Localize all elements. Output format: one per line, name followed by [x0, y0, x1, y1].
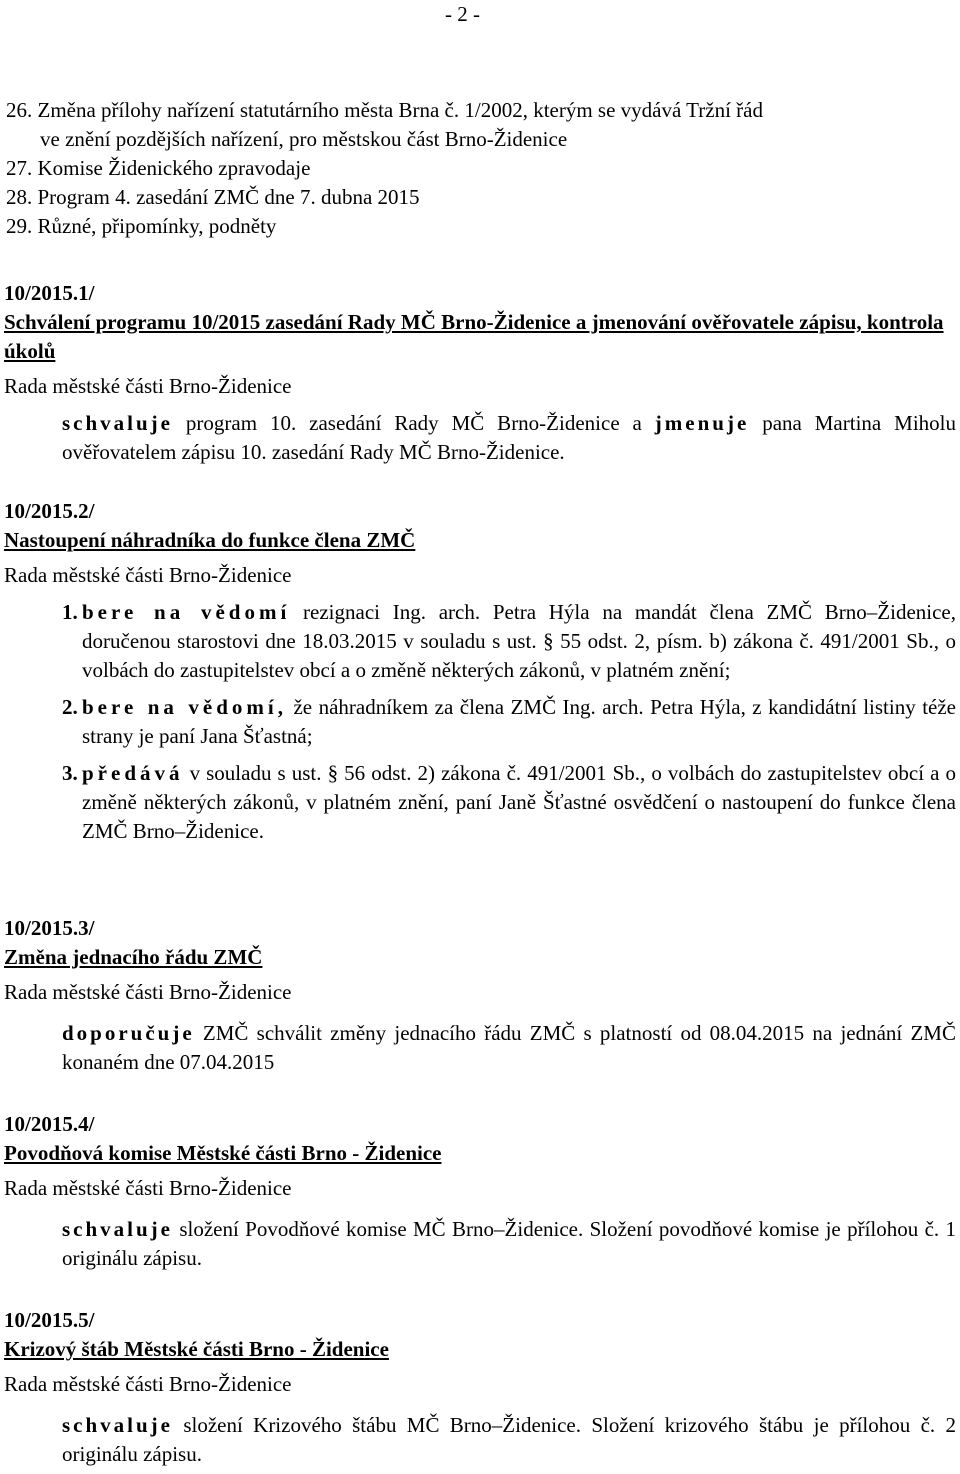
agenda-item-28: 28. Program 4. zasedání ZMČ dne 7. dubna 2015	[6, 185, 420, 209]
resolution-text-part: pana Martina Miholu ověřovatelem zápisu 10. zasedání Rady MČ Brno-Židenice.	[62, 411, 956, 464]
resolution-keyword: předává	[82, 761, 184, 785]
resolution-section-2	[4, 497, 956, 846]
resolution-section-3	[4, 914, 956, 1077]
resolution-keyword: jmenuje	[654, 411, 750, 435]
council-label: Rada městské části Brno-Židenice	[4, 563, 292, 587]
list-item-number: 1.	[62, 600, 78, 624]
resolution-text	[62, 1411, 956, 1469]
resolution-list	[62, 598, 956, 846]
resolution-title: Nastoupení náhradníka do funkce člena ZMČ	[4, 528, 416, 552]
resolution-title: Změna jednacího řádu ZMČ	[4, 945, 263, 969]
agenda-item-27: 27. Komise Židenického zpravodaje	[6, 156, 311, 180]
agenda-list	[6, 96, 956, 241]
agenda-item-26: 26. Změna přílohy nařízení statutárního města Brna č. 1/2002, kterým se vydává Tržní řád	[6, 98, 763, 122]
resolution-section-1	[4, 279, 956, 467]
council-label: Rada městské části Brno-Židenice	[4, 980, 292, 1004]
resolution-text	[62, 1019, 956, 1077]
list-item	[62, 693, 956, 751]
resolution-title: Krizový štáb Městské části Brno - Židenice	[4, 1337, 389, 1361]
resolution-text-part: ZMČ schválit změny jednacího řádu ZMČ s platností od 08.04.2015 na jednání ZMČ konaném dne 07.04.2015	[62, 1021, 956, 1074]
council-label: Rada městské části Brno-Židenice	[4, 1372, 292, 1396]
resolution-keyword: schvaluje	[62, 1217, 173, 1241]
resolution-title: Schválení programu 10/2015 zasedání Rady MČ Brno-Židenice a jmenování ověřovatele zápisu, kontrola úkolů	[4, 310, 944, 363]
council-label: Rada městské části Brno-Židenice	[4, 374, 292, 398]
resolution-keyword: doporučuje	[62, 1021, 195, 1045]
resolution-keyword: bere na vědomí,	[82, 695, 287, 719]
list-item	[62, 598, 956, 685]
agenda-item-26-continued: ve znění pozdějších nařízení, pro městskou část Brno-Židenice	[40, 127, 568, 151]
resolution-keyword: bere na vědomí	[82, 600, 291, 624]
resolution-title: Povodňová komise Městské části Brno - Židenice	[4, 1141, 442, 1165]
resolution-section-5	[4, 1306, 956, 1469]
resolution-number: 10/2015.4/	[4, 1112, 95, 1136]
resolution-text	[62, 1215, 956, 1273]
resolution-number: 10/2015.1/	[4, 281, 95, 305]
page-number: - 2 -	[445, 2, 480, 26]
resolution-section-4	[4, 1110, 956, 1273]
list-item	[62, 759, 956, 846]
resolution-keyword: schvaluje	[62, 1413, 173, 1437]
resolution-number: 10/2015.2/	[4, 499, 95, 523]
list-item-text: že náhradníkem za člena ZMČ Ing. arch. Petra Hýla, z kandidátní listiny téže strany je paní Jana Šťastná;	[82, 695, 956, 748]
council-label: Rada městské části Brno-Židenice	[4, 1176, 292, 1200]
list-item-text: rezignaci Ing. arch. Petra Hýla na mandát člena ZMČ Brno–Židenice, doručenou starostovi dne 18.03.2015 v souladu s ust. § 55 odst. 2, písm. b) zákona č. 491/2001 Sb., o volbách do zastupitelstev obcí a o změně některých zákonů, v platném znění;	[82, 600, 956, 682]
list-item-number: 2.	[62, 695, 78, 719]
list-item-text: v souladu s ust. § 56 odst. 2) zákona č. 491/2001 Sb., o volbách do zastupitelstev obcí a o změně některých zákonů, v platném znění, paní Janě Šťastné osvědčení o nastoupení do funkce člena ZMČ Brno–Židenice.	[82, 761, 956, 843]
resolution-number: 10/2015.3/	[4, 916, 95, 940]
resolution-number: 10/2015.5/	[4, 1308, 95, 1332]
resolution-keyword: schvaluje	[62, 411, 173, 435]
list-item-number: 3.	[62, 761, 78, 785]
resolution-text-part: složení Krizového štábu MČ Brno–Židenice. Složení krizového štábu je přílohou č. 2 originálu zápisu.	[62, 1413, 956, 1466]
resolution-text-part: složení Povodňové komise MČ Brno–Židenice. Složení povodňové komise je přílohou č. 1 originálu zápisu.	[62, 1217, 956, 1270]
resolution-text-part: program 10. zasedání Rady MČ Brno-Židenice a	[173, 411, 655, 435]
resolution-text	[62, 409, 956, 467]
agenda-item-29: 29. Různé, připomínky, podněty	[6, 214, 277, 238]
